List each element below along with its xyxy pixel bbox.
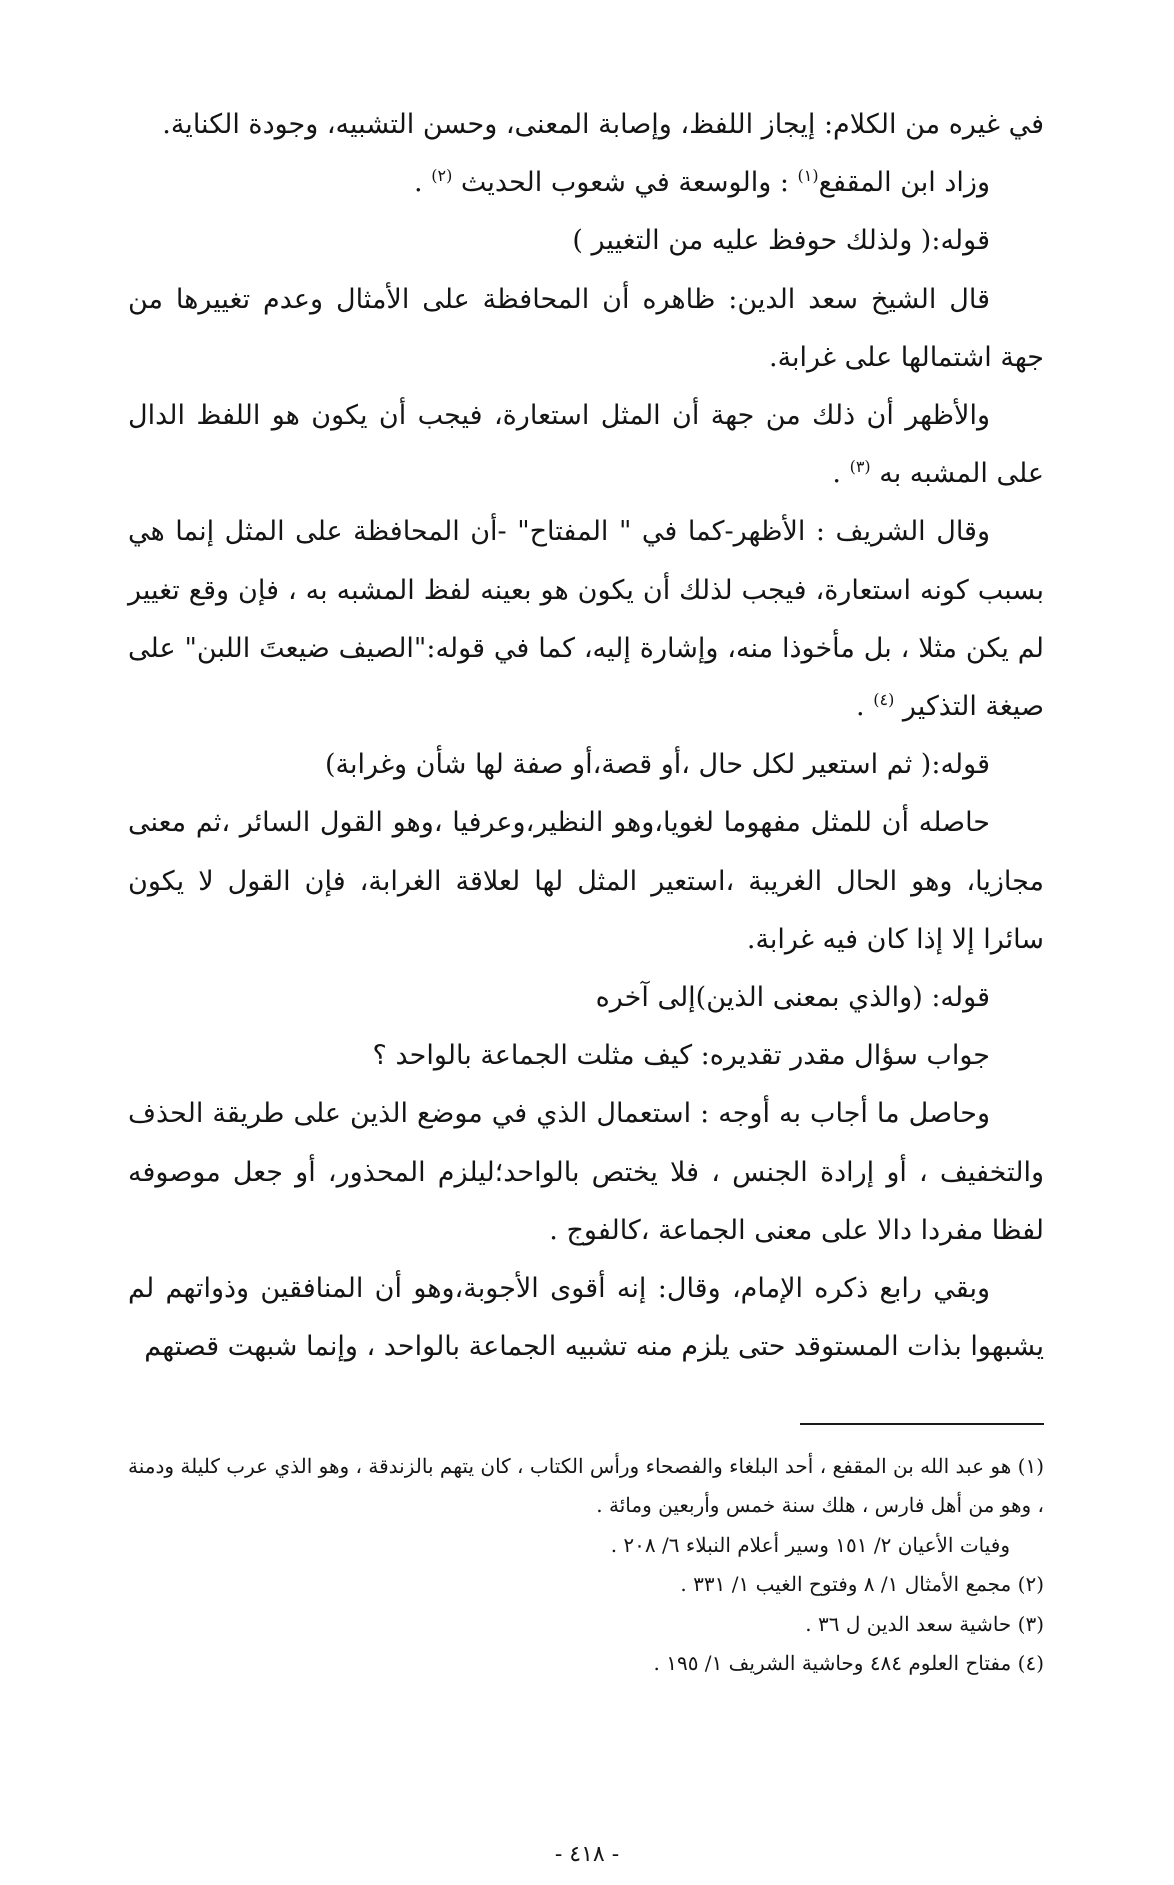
paragraph-text: وزاد ابن المقفع [818,167,990,199]
paragraph-text: جواب سؤال مقدر تقديره: كيف مثلت الجماعة بالواحد ؟ [372,1040,990,1072]
footnote-ref-3[interactable]: (٣) [849,457,871,477]
footnote-2: (٢) مجمع الأمثال ١/ ٨ وفتوح الغيب ١/ ٣٣١ . [680,1572,1044,1597]
paragraph-1 [128,96,1044,154]
footnotes [128,1447,1044,1683]
main-text [128,96,1044,1376]
paragraph-text: حاصله أن للمثل مفهوما لغويا،وهو النظير،وعرفيا ،وهو القول السائر ،ثم معنى مجازيا، وهو الحال الغريبة ،استعير المثل لها لعلاقة الغرابة، فإن القول لا يكون سائرا إلا إذا كان فيه غرابة. [128,807,1044,955]
paragraph-text: في غيره من الكلام: إيجاز اللفظ، وإصابة المعنى، وحسن التشبيه، وجودة الكناية. [162,109,1044,140]
paragraph-7 [128,736,1044,794]
paragraph-12 [128,1260,1044,1376]
paragraph-11 [128,1085,1044,1260]
paragraph-text: قوله:( ولذلك حوفظ عليه من التغيير ) [572,225,990,257]
paragraph-text: : والوسعة في شعوب الحديث [452,167,798,199]
paragraph-text: والأظهر أن ذلك من جهة أن المثل استعارة، فيجب أن يكون هو اللفظ الدال على المشبه به [128,400,1044,490]
paragraph-text: وحاصل ما أجاب به أوجه : استعمال الذي في موضع الذين على طريقة الحذف والتخفيف ، أو إرادة الجنس ، فلا يختص بالواحد؛ليلزم المحذور، أو جعل موصوفه لفظا مفردا دالا على معنى الجماعة ،كالفوج . [128,1098,1044,1246]
paragraph-text: وبقي رابع ذكره الإمام، وقال: إنه أقوى الأجوبة،وهو أن المنافقين وذواتهم لم يشبهوا بذات المستوقد حتى يلزم منه تشبيه الجماعة بالواحد ، وإنما شبهت قصتهم [128,1273,1044,1363]
footnote-1: (١) هو عبد الله بن المقفع ، أحد البلغاء والفصحاء ورأس الكتاب ، كان يتهم بالزندقة ، وهو الذي عرب كليلة ودمنة ، وهو من أهل فارس ، هلك سنة خمس وأربعين ومائة . [128,1454,1044,1518]
paragraph-8 [128,794,1044,969]
footnote-ref-4[interactable]: (٤) [873,690,895,710]
page-number: - ٤١٨ - [554,1842,620,1867]
paragraph-text: قوله:( ثم استعير لكل حال ،أو قصة،أو صفة لها شأن وغرابة) [325,749,990,781]
footnote-4: (٤) مفتاح العلوم ٤٨٤ وحاشية الشريف ١/ ١٩٥ . [653,1651,1044,1676]
paragraph-text: وقال الشريف : الأظهر-كما في " المفتاح" -أن المحافظة على المثل إنما هي بسبب كونه استعارة، فيجب لذلك أن يكون هو بعينه لفظ المشبه به ، فإن وقع تغيير لم يكن مثلا ، بل مأخوذا منه، وإشارة إليه، كما في قوله:"الصيف ضيعتَ اللبن" على صيغة التذكير [128,516,1044,723]
paragraph-text: . [832,458,850,490]
paragraph-text: . [414,167,432,199]
paragraph-2 [128,154,1044,212]
footnote-ref-1[interactable]: (١) [797,166,819,186]
footnote-1-sources: وفيات الأعيان ٢/ ١٥١ وسير أعلام النبلاء ٦/ ٢٠٨ . [610,1532,1010,1557]
paragraph-10 [128,1027,1044,1085]
paragraph-9 [128,969,1044,1027]
paragraph-3 [128,212,1044,270]
footnote-separator [800,1423,1044,1425]
paragraph-text: . [856,691,874,723]
footnote-ref-2[interactable]: (٢) [431,166,453,186]
paragraph-text: قال الشيخ سعد الدين: ظاهره أن المحافظة على الأمثال وعدم تغييرها من جهة اشتمالها على غرابة. [128,283,1044,373]
paragraph-6 [128,503,1044,736]
footnote-3: (٣) حاشية سعد الدين ل ٣٦ . [805,1611,1044,1636]
paragraph-5 [128,387,1044,503]
paragraph-text: قوله: (والذي بمعنى الذين)إلى آخره [595,982,990,1014]
paragraph-4 [128,271,1044,387]
